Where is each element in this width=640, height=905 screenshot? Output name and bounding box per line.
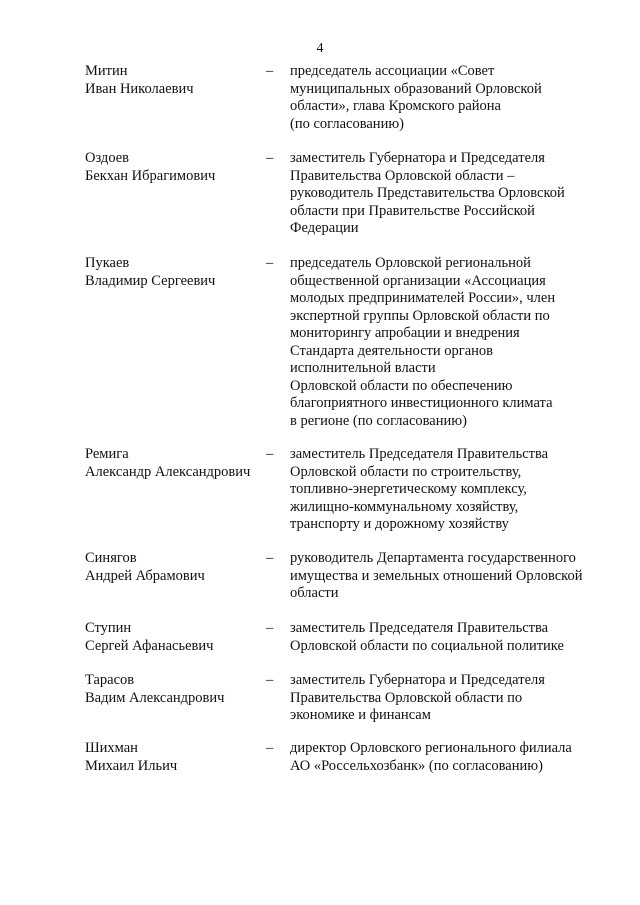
member-role <box>290 63 608 133</box>
separator-dash: – <box>266 446 274 462</box>
role-line: заместитель Губернатора и Председателя <box>290 150 545 166</box>
separator-dash: – <box>266 150 274 166</box>
member-name <box>85 740 260 775</box>
member-role <box>290 740 608 775</box>
role-line: заместитель Председателя Правительства <box>290 446 549 462</box>
role-line: топливно-энергетическому комплексу, <box>290 481 527 497</box>
member-given-names: Вадим Александрович <box>85 689 225 706</box>
role-line: в регионе (по согласованию) <box>290 412 467 429</box>
role-line: области <box>290 585 339 601</box>
separator-dash: – <box>266 550 274 566</box>
member-role <box>290 550 608 603</box>
role-line: Орловской области по социальной политике <box>290 637 564 654</box>
separator-dash: – <box>266 620 274 636</box>
member-surname: Ремига <box>85 446 129 462</box>
member-surname: Синягов <box>85 550 137 566</box>
member-given-names: Сергей Афанасьевич <box>85 637 214 654</box>
member-surname: Шихман <box>85 740 138 756</box>
role-line: председатель Орловской региональной <box>290 255 531 271</box>
member-name <box>85 150 260 185</box>
role-line: экономике и финансам <box>290 707 431 723</box>
member-name <box>85 63 260 98</box>
member-surname: Оздоев <box>85 150 130 166</box>
member-name <box>85 672 260 707</box>
role-line: Федерации <box>290 220 359 236</box>
member-name <box>85 446 260 481</box>
member-surname: Митин <box>85 63 128 79</box>
role-line: области при Правительстве Российской <box>290 202 535 219</box>
role-line: молодых предпринимателей России», член <box>290 290 556 306</box>
role-line: благоприятного инвестиционного климата <box>290 395 553 411</box>
member-given-names: Михаил Ильич <box>85 757 178 774</box>
separator-dash: – <box>266 672 274 688</box>
role-line: Правительства Орловской области – <box>290 167 515 184</box>
role-line: (по согласованию) <box>290 115 404 132</box>
role-line: общественной организации «Ассоциация <box>290 272 546 289</box>
member-role <box>290 620 608 655</box>
role-line: заместитель Губернатора и Председателя <box>290 672 545 688</box>
member-role <box>290 672 608 725</box>
member-role <box>290 255 608 430</box>
member-given-names: Иван Николаевич <box>85 80 194 97</box>
role-line: имущества и земельных отношений Орловской <box>290 567 583 584</box>
separator-dash: – <box>266 255 274 271</box>
role-line: мониторингу апробации и внедрения <box>290 325 520 341</box>
role-line: исполнительной власти <box>290 360 436 376</box>
page-number: 4 <box>316 41 324 56</box>
role-line: руководитель Департамента государственного <box>290 550 576 566</box>
separator-dash: – <box>266 63 274 79</box>
role-line: Стандарта деятельности органов <box>290 342 494 359</box>
role-line: заместитель Председателя Правительства <box>290 620 549 636</box>
role-line: Орловской области по обеспечению <box>290 377 513 394</box>
role-line: директор Орловского регионального филиала <box>290 740 572 756</box>
role-line: области», глава Кромского района <box>290 98 501 114</box>
member-name <box>85 620 260 655</box>
role-line: Орловской области по строительству, <box>290 463 522 480</box>
member-given-names: Владимир Сергеевич <box>85 272 216 289</box>
role-line: транспорту и дорожному хозяйству <box>290 516 509 532</box>
role-line: жилищно-коммунальному хозяйству, <box>290 498 519 515</box>
separator-dash: – <box>266 740 274 756</box>
member-given-names: Андрей Абрамович <box>85 567 205 584</box>
role-line: АО «Россельхозбанк» (по согласованию) <box>290 757 543 774</box>
role-line: экспертной группы Орловской области по <box>290 307 550 324</box>
member-name <box>85 550 260 585</box>
role-line: Правительства Орловской области по <box>290 689 523 706</box>
role-line: руководитель Представительства Орловской <box>290 185 565 201</box>
member-role <box>290 446 608 534</box>
role-line: председатель ассоциации «Совет <box>290 63 495 79</box>
member-surname: Ступин <box>85 620 132 636</box>
member-surname: Тарасов <box>85 672 135 688</box>
member-name <box>85 255 260 290</box>
member-given-names: Бекхан Ибрагимович <box>85 167 216 184</box>
member-surname: Пукаев <box>85 255 130 271</box>
member-given-names: Александр Александрович <box>85 463 251 480</box>
role-line: муниципальных образований Орловской <box>290 80 542 97</box>
member-role <box>290 150 608 238</box>
